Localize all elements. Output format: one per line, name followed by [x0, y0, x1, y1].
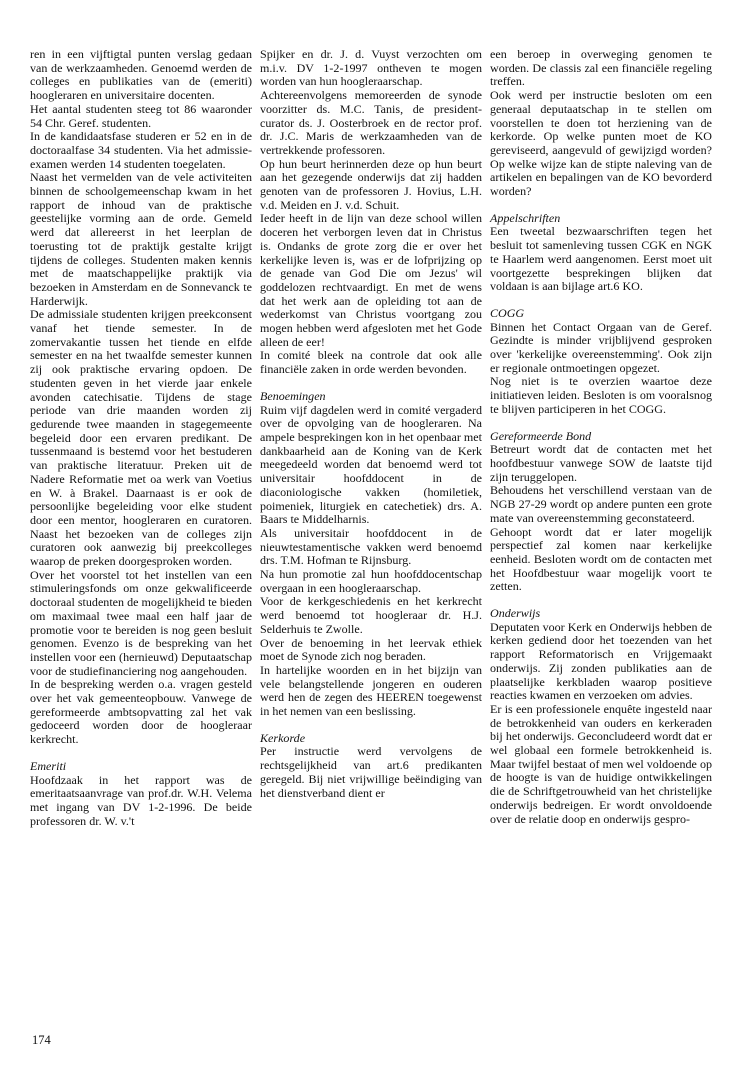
paragraph: Voor de kerkgeschiedenis en het kerkrecht werd benoemd tot hoogleraar dr. H.J. Selderhuis te Zwolle. [260, 594, 482, 636]
paragraph: Er is een professionele enquête ingesteld naar de betrokkenheid van ouders en kerkeraden bij het onderwijs. Geconcludeerd wordt dat er wel globaal een formele betrokkenheid is. Maar twijfel bestaat of men wel voldoende op de hoogte is van de huidige ontwikkelingen die de Schriftgetrouwheid van het christelijke onderwijs bedreigen. Er wordt onvoldoende over de relatie doop en onderwijs gespro- [490, 701, 712, 826]
paragraph: De admissiale studenten krijgen preekconsent vanaf het tiende semester. In de zomervakantie tussen het tiende en elfde semester en na het twaalfde semester kunnen zij ook praktische ervaring opdoen. De studenten geven in het vierde jaar enkele avonden catechisatie. Tijdens de stage periode van drie maanden worden zij gedurende twee maanden in stagegemeente begeleid door een ervaren predikant. De tussenmaand is bestemd voor het bestuderen van praktische literatuur. Preken uit de Nadere Reformatie met oa werk van Voetius en W. à Brakel. Daarnaast is er ook de persoonlijke begeleiding voor elke student door een mentor, hoogleraren en curatoren. Naast het bezoeken van de colleges zijn curatoren ook aanwezig bij preekcolleges waarop de preken doorgesproken worden. [30, 307, 252, 569]
paragraph: een beroep in overweging genomen te worden. De classis zal een financiële regeling treffen. [490, 47, 712, 89]
section-heading: Appelschriften [490, 210, 561, 225]
paragraph: Ieder heeft in de lijn van deze school willen doceren het verborgen leven dat in Christus is. Ondanks de grote zorg die er over het kerkelijke leven is, was er de lofprijzing op de genade van God Die om Jezus' wil goddelozen rechtvaardigt. En met de wens dat het werk aan de opleiding tot aan de wederkomst van Christus voortgang zou mogen hebben werd afgesloten met het Gode alleen de eer! [260, 211, 482, 349]
section-heading: Benoemingen [260, 388, 326, 403]
paragraph: Achtereenvolgens memoreerden de synode voorzitter ds. M.C. Tanis, de president-curator ds. J. Oosterbroek en de rector prof. dr. J.C. Maris de werkzaamheden van de vertrekkende professoren. [260, 88, 482, 157]
paragraph: Een tweetal bezwaarschriften tegen het besluit tot samenleving tussen CGK en NGK te Haarlem werd aangenomen. Eerst moet uit voortgezette besprekingen blijken dat voldaan is aan bijlage art.6 KO. [490, 224, 712, 294]
section-heading: Gereformeerde Bond [490, 428, 592, 443]
paragraph: Als universitair hoofddocent in de nieuwtestamentische vakken werd benoemd drs. T.M. Hofman te Rijnsburg. [260, 525, 482, 568]
text-column-2 [260, 48, 482, 800]
paragraph: Behoudens het verschillend verstaan van de NGB 27-29 wordt op andere punten een grote mate van overeenstemming geconstateerd. [490, 483, 712, 525]
text-column-1 [30, 48, 252, 828]
paragraph: In hartelijke woorden en in het bijzijn van vele belangstellende jongeren en ouderen werd hen de zegen des HEEREN toegewenst in het nemen van een beslissing. [260, 662, 482, 719]
paragraph: Naast het vermelden van de vele activiteiten binnen de schoolgemeenschap kwam in het rapport de inhoud van de praktische geestelijke vorming aan de orde. Gemeld werd dat allereerst in het leerplan de toerusting tot de praktijk gestalte krijgt tijdens de colleges. Studenten maken kennis met de maatschappelijke praktijk via bezoeken in Amsterdam en de Sonnevanck te Harderwijk. [30, 170, 252, 308]
paragraph: Nog niet is te overzien waartoe deze initiatieven leiden. Besloten is om vooralsnog te blijven participeren in het COGG. [490, 374, 712, 416]
paragraph: ren in een vijftigtal punten verslag gedaan van de werkzaamheden. Genoemd werden de colleges en publikaties van de (emeriti) hoogleraren en universitaire docenten. [30, 47, 252, 103]
paragraph: Het aantal studenten steeg tot 86 waaronder 54 Chr. Geref. studenten. [30, 101, 252, 130]
text-column-3 [490, 48, 712, 826]
paragraph: Over de benoeming in het leervak ethiek moet de Synode zich nog beraden. [260, 635, 482, 664]
paragraph: In de bespreking werden o.a. vragen gesteld over het vak gemeenteopbouw. Vanwege de gereformeerde ambtsopvatting zal het vak gedoceerd worden door de hoogleraar kerkrecht. [30, 677, 252, 747]
section-heading: COGG [490, 305, 525, 320]
section-heading: Onderwijs [490, 606, 541, 621]
paragraph: Over het voorstel tot het instellen van een stimuleringsfonds om onze gekwalificeerde doctoraal studenten de mogelijkheid te bieden om maximaal twee maal een half jaar de promotie voor te bereiden is nog geen besluit genomen. Evenzo is de bespreking van het instellen voor een (hernieuwd) Deputaatschap voor de studiefinanciering nog aangehouden. [30, 567, 252, 678]
paragraph: Hoofdzaak in het rapport was de emeritaatsaanvrage van prof.dr. W.H. Velema met ingang van DV 1-2-1996. De beide professoren dr. W. v.'t [30, 772, 252, 828]
paragraph: Ruim vijf dagdelen werd in comité vergaderd over de opvolging van de hoogleraren. Na ampele besprekingen kon in het openbaar met dankbaarheid aan de Koning van de Kerk meegedeeld worden dat benoemd werd tot universitair hoofddocent in de diaconiologische vakken (homiletiek, poimeniek, liturgiek en catechetiek) drs. A. Baars te Middelharnis. [260, 402, 482, 527]
page-number: 174 [32, 1033, 51, 1047]
paragraph: Op hun beurt herinnerden deze op hun beurt aan het gezegende onderwijs dat zij hadden genoten van de professoren J. Hovius, L.H. v.d. Meiden en J. v.d. Schuit. [260, 156, 482, 212]
paragraph: Gehoopt wordt dat er later mogelijk perspectief zal komen naar kerkelijke eenheid. Besloten wordt om de contacten met het Hoofdbestuur waar mogelijk voort te zetten. [490, 524, 712, 594]
paragraph: Ook werd per instructie besloten om een generaal deputaatschap in te stellen om voorstellen te doen tot herziening van de kerkorde. Op welke punten moet de KO gereviseerd, aangevuld of gewijzigd worden? Op welke wijze kan de stipte naleving van de artikelen en bepalingen van de KO bevorderd worden? [490, 88, 712, 199]
paragraph: In comité bleek na controle dat ook alle financiële zaken in orde werden bevonden. [260, 348, 482, 377]
paragraph: Binnen het Contact Orgaan van de Geref. Gezindte is minder vrijblijvend gesproken over 'kerkelijke overeenstemming'. Ook zijn er regionale ontmoetingen opgezet. [490, 319, 712, 375]
paragraph: In de kandidaatsfase studeren er 52 en in de doctoraalfase 34 studenten. Via het admissie-examen werden 14 studenten toegelaten. [30, 129, 252, 171]
paragraph: Deputaten voor Kerk en Onderwijs hebben de kerken gediend door het toezenden van het rapport Reformatorisch en Vrijgemaakt onderwijs. Zij zonden publikaties aan de plaatselijke kerkbladen waarop positieve reacties kwamen en verzoeken om advies. [490, 619, 712, 703]
section-heading: Kerkorde [260, 730, 306, 745]
paragraph: Na hun promotie zal hun hoofddocentschap overgaan in een hoogleraarschap. [260, 567, 482, 595]
paragraph: Per instructie werd vervolgens de rechtsgelijkheid van art.6 predikanten geregeld. Bij niet vrijwillige beëindiging van het dienstverband dient er [260, 744, 482, 800]
section-heading: Emeriti [30, 758, 67, 773]
paragraph: Betreurt wordt dat de contacten met het hoofdbestuur vanwege SOW de laatste tijd zijn teruggelopen. [490, 442, 712, 484]
paragraph: Spijker en dr. J. d. Vuyst verzochten om m.i.v. DV 1-2-1997 ontheven te mogen worden van hun hoogleraarschap. [260, 47, 482, 89]
